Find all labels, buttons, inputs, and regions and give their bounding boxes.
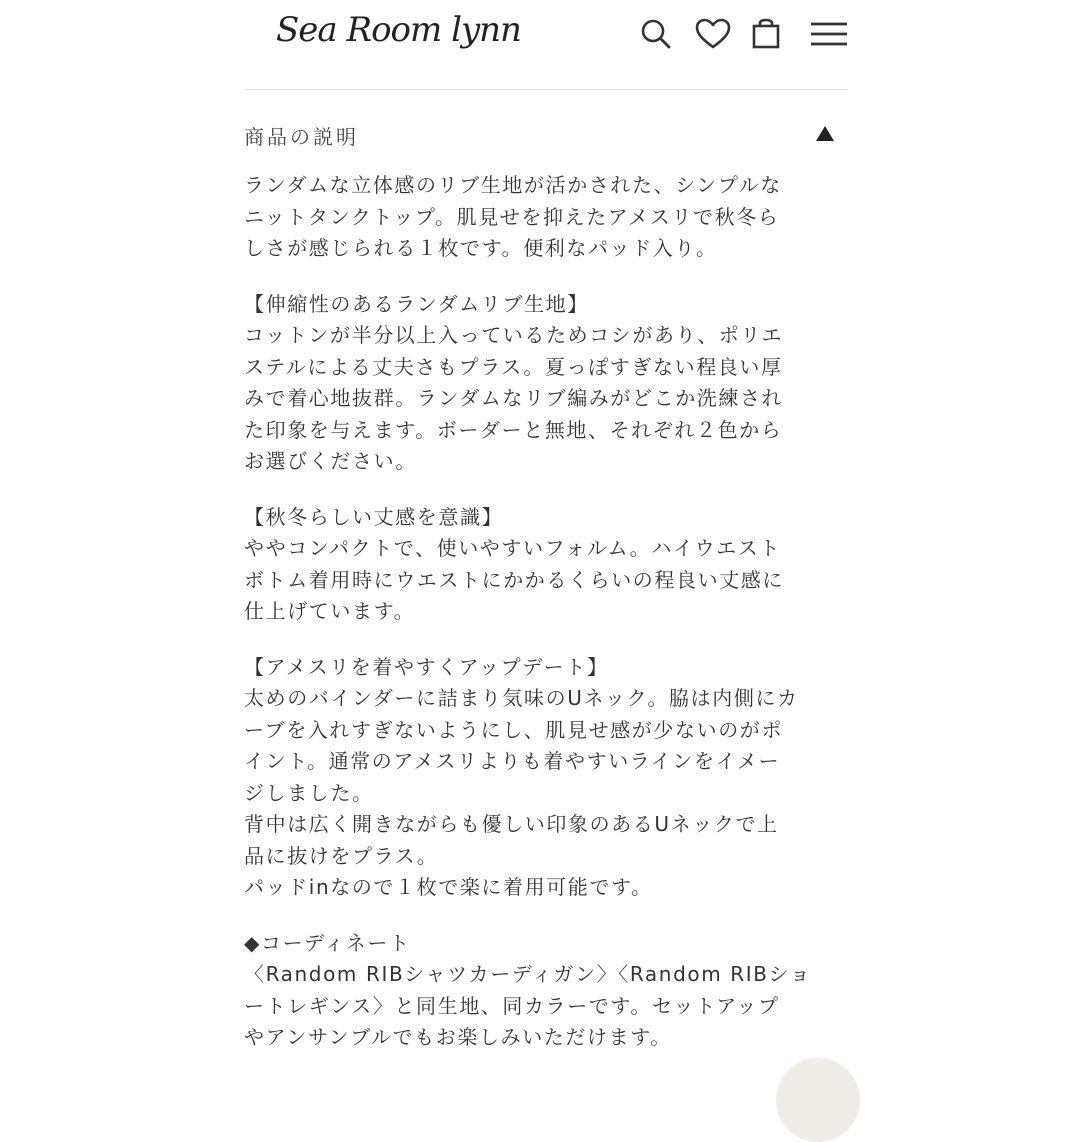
description-title: 商品の説明	[244, 125, 359, 149]
menu-icon[interactable]	[808, 14, 848, 54]
description-line: パッドinなので１枚で楽に着用可能です。	[244, 875, 653, 899]
description-line: イント。通常のアメスリよりも着やすいラインをイメー	[244, 749, 781, 773]
description-paragraph	[244, 928, 824, 1054]
description-line: ニットタンクトップ。肌見せを抑えたアメスリで秋冬ら	[244, 204, 780, 229]
header-divider	[244, 89, 848, 90]
search-icon[interactable]	[636, 14, 676, 54]
description-line: た印象を与えます。ボーダーと無地、それぞれ２色から	[244, 417, 783, 442]
description-line: 【秋冬らしい丈感を意識】	[244, 504, 504, 529]
description-accordion-header[interactable]	[244, 116, 848, 152]
description-paragraph	[244, 502, 824, 628]
description-line: みで着心地抜群。ランダムなリブ編みがどこか洗練され	[244, 386, 784, 410]
description-line: しさが感じられる１枚です。便利なパッド入り。	[244, 236, 718, 260]
brand-logo[interactable]: Sea Room lynn	[276, 10, 521, 50]
description-line: ボトム着用時にウエストにかかるくらいの程良い丈感に	[244, 567, 784, 592]
description-line: 仕上げています。	[244, 599, 416, 623]
description-line: やアンサンブルでもお楽しみいただけます。	[244, 1025, 672, 1049]
description-paragraph	[244, 289, 824, 478]
description-line: 【アメスリを着やすくアップデート】	[244, 654, 609, 679]
description-line: 品に抜けをプラス。	[244, 843, 439, 868]
heart-icon[interactable]	[693, 14, 733, 54]
floating-action-button[interactable]	[776, 1058, 860, 1142]
description-line: ジしました。	[244, 780, 374, 805]
description-line: お選びください。	[244, 449, 417, 473]
description-line: ートレギンス〉と同生地、同カラーです。セットアップ	[244, 993, 780, 1018]
description-line: 〈Random RIBシャツカーディガン〉〈Random RIBショ	[244, 962, 812, 986]
description-line: 【伸縮性のあるランダムリブ生地】	[244, 291, 589, 316]
triangle-up-icon[interactable]	[814, 124, 836, 144]
description-paragraph	[244, 652, 824, 904]
description-paragraph	[244, 170, 824, 265]
description-line: コットンが半分以上入っているためコシがあり、ポリエ	[244, 323, 784, 347]
site-header	[0, 0, 1080, 88]
description-line: 太めのバインダーに詰まり気味のUネック。脇は内側にカ	[244, 686, 799, 710]
description-line: ◆コーディネート	[244, 930, 411, 955]
description-line: ランダムな立体感のリブ生地が活かされた、シンプルな	[244, 173, 782, 197]
description-line: ややコンパクトで、使いやすいフォルム。ハイウエスト	[244, 536, 781, 560]
description-body	[244, 170, 824, 1078]
bag-icon[interactable]	[746, 14, 786, 54]
description-line: ステルによる丈夫さもプラス。夏っぽすぎない程良い厚	[244, 354, 783, 379]
description-line: ーブを入れすぎないようにし、肌見せ感が少ないのがポ	[244, 717, 783, 742]
description-line: 背中は広く開きながらも優しい印象のあるUネックで上	[244, 812, 779, 836]
